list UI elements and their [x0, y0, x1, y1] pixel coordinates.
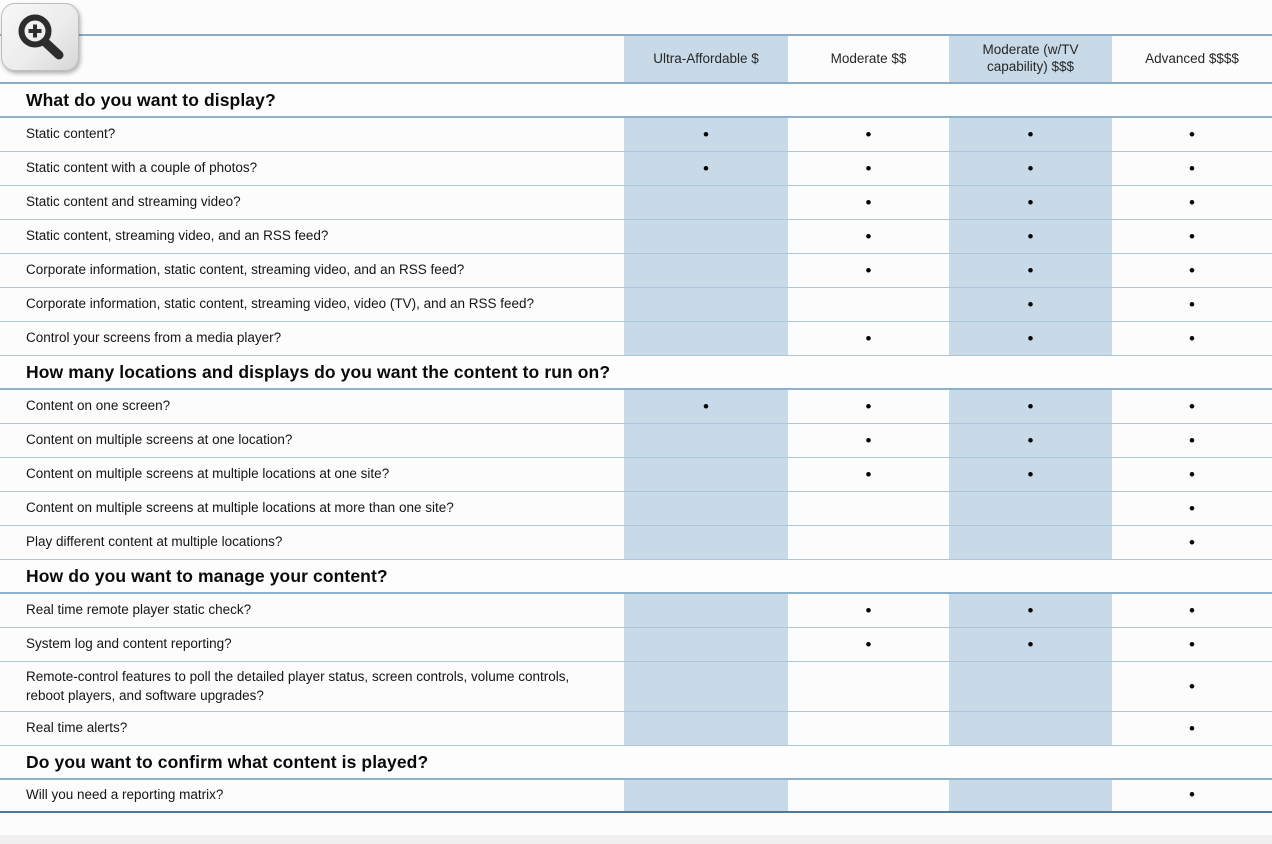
question-label: Static content? [26, 126, 116, 142]
mark-cell-ultra-affordable [624, 662, 788, 711]
section-header-manage [0, 560, 1272, 594]
column-header-advanced: Advanced $$$$ [1145, 50, 1239, 66]
table-row [0, 594, 1272, 628]
section-title: Do you want to confirm what content is played? [26, 751, 429, 772]
mark-cell-advanced: • [1189, 328, 1195, 348]
question-label: Content on one screen? [26, 398, 171, 414]
table-row [0, 780, 1272, 813]
mark-cell-moderate: • [865, 226, 872, 246]
question-label: Corporate information, static content, streaming video, video (TV), and an RSS feed? [26, 296, 535, 312]
mark-cell-moderate: • [865, 260, 872, 280]
mark-cell-ultra-affordable [624, 220, 788, 253]
section-title: What do you want to display? [26, 89, 276, 110]
mark-cell-ultra-affordable: • [624, 390, 788, 423]
table-row [0, 712, 1272, 746]
mark-cell-advanced: • [1189, 260, 1195, 280]
mark-cell-advanced: • [1189, 124, 1195, 144]
mark-cell-moderate [788, 526, 949, 559]
page-bottom-edge [0, 835, 1272, 844]
zoom-cursor-button[interactable] [1, 3, 79, 71]
mark-cell-advanced: • [1189, 718, 1195, 738]
section-title: How many locations and displays do you want the content to run on? [26, 361, 611, 382]
mark-cell-moderate-tv: • [949, 152, 1112, 185]
mark-cell-moderate [788, 712, 949, 745]
section-header-display [0, 84, 1272, 118]
table-row [0, 288, 1272, 322]
mark-cell-moderate: • [865, 464, 872, 484]
question-label: Content on multiple screens at multiple locations at more than one site? [26, 500, 454, 516]
question-label: Play different content at multiple locations? [26, 534, 283, 550]
mark-cell-moderate-tv: • [949, 288, 1112, 321]
table-row [0, 526, 1272, 560]
question-label: Control your screens from a media player? [26, 330, 282, 346]
mark-cell-moderate [788, 780, 949, 811]
question-label: Will you need a reporting matrix? [26, 786, 224, 802]
mark-cell-ultra-affordable [624, 712, 788, 745]
mark-cell-moderate [788, 662, 949, 711]
table-row [0, 186, 1272, 220]
mark-cell-ultra-affordable [624, 780, 788, 811]
question-label: Static content, streaming video, and an RSS feed? [26, 228, 329, 244]
table-row [0, 390, 1272, 424]
mark-cell-moderate-tv [949, 492, 1112, 525]
section-title: How do you want to manage your content? [26, 565, 388, 586]
mark-cell-moderate-tv [949, 526, 1112, 559]
mark-cell-ultra-affordable [624, 186, 788, 219]
mark-cell-moderate-tv: • [949, 628, 1112, 661]
mark-cell-moderate: • [865, 192, 872, 212]
mark-cell-ultra-affordable [624, 254, 788, 287]
question-label: Content on multiple screens at one location? [26, 432, 293, 448]
question-label: Static content and streaming video? [26, 194, 241, 210]
mark-cell-ultra-affordable [624, 594, 788, 627]
table-row [0, 662, 1272, 712]
mark-cell-moderate-tv: • [949, 118, 1112, 151]
question-label: Content on multiple screens at multiple locations at one site? [26, 466, 390, 482]
mark-cell-advanced: • [1189, 600, 1195, 620]
section-header-locations [0, 356, 1272, 390]
mark-cell-moderate-tv: • [949, 390, 1112, 423]
column-header-moderate: Moderate $$ [830, 50, 907, 66]
mark-cell-advanced: • [1189, 532, 1195, 552]
mark-cell-moderate: • [865, 328, 872, 348]
mark-cell-moderate: • [865, 124, 872, 144]
mark-cell-advanced: • [1189, 634, 1195, 654]
zoom-in-magnifier-icon [11, 11, 69, 63]
mark-cell-moderate-tv: • [949, 220, 1112, 253]
question-label: Real time alerts? [26, 720, 128, 736]
mark-cell-moderate [788, 492, 949, 525]
mark-cell-ultra-affordable [624, 492, 788, 525]
question-label: Remote-control features to poll the detailed player status, screen controls, volume controls, reboot players, and software upgrades? [26, 668, 570, 703]
table-row [0, 492, 1272, 526]
mark-cell-moderate-tv: • [949, 186, 1112, 219]
question-label: Corporate information, static content, streaming video, and an RSS feed? [26, 262, 465, 278]
header-spacer [0, 36, 624, 82]
table-header-row [0, 34, 1272, 84]
mark-cell-advanced: • [1189, 464, 1195, 484]
comparison-table [0, 34, 1272, 813]
mark-cell-moderate: • [865, 396, 872, 416]
question-label: System log and content reporting? [26, 636, 232, 652]
mark-cell-moderate-tv [949, 712, 1112, 745]
mark-cell-moderate: • [865, 600, 872, 620]
mark-cell-moderate-tv: • [949, 254, 1112, 287]
mark-cell-advanced: • [1189, 676, 1195, 696]
mark-cell-moderate: • [865, 634, 872, 654]
mark-cell-moderate-tv: • [949, 594, 1112, 627]
mark-cell-advanced: • [1189, 498, 1195, 518]
mark-cell-ultra-affordable [624, 424, 788, 457]
mark-cell-advanced: • [1189, 158, 1195, 178]
mark-cell-moderate-tv [949, 780, 1112, 811]
mark-cell-ultra-affordable: • [624, 118, 788, 151]
mark-cell-moderate-tv: • [949, 322, 1112, 355]
mark-cell-ultra-affordable [624, 288, 788, 321]
column-header-ultra-affordable: Ultra-Affordable $ [624, 36, 788, 82]
question-label: Static content with a couple of photos? [26, 160, 258, 176]
table-row [0, 118, 1272, 152]
mark-cell-advanced: • [1189, 294, 1195, 314]
mark-cell-advanced: • [1189, 430, 1195, 450]
table-row [0, 424, 1272, 458]
mark-cell-ultra-affordable [624, 628, 788, 661]
mark-cell-moderate-tv [949, 662, 1112, 711]
mark-cell-moderate [788, 288, 949, 321]
mark-cell-advanced: • [1189, 192, 1195, 212]
table-row [0, 458, 1272, 492]
mark-cell-moderate-tv: • [949, 424, 1112, 457]
question-label: Real time remote player static check? [26, 602, 252, 618]
column-header-moderate-tv: Moderate (w/TV capability) $$$ [949, 36, 1112, 82]
mark-cell-advanced: • [1189, 396, 1195, 416]
mark-cell-moderate-tv: • [949, 458, 1112, 491]
mark-cell-ultra-affordable [624, 458, 788, 491]
mark-cell-moderate: • [865, 158, 872, 178]
mark-cell-ultra-affordable [624, 526, 788, 559]
table-row [0, 152, 1272, 186]
mark-cell-advanced: • [1189, 226, 1195, 246]
mark-cell-ultra-affordable: • [624, 152, 788, 185]
section-header-confirm [0, 746, 1272, 780]
table-row [0, 322, 1272, 356]
mark-cell-moderate: • [865, 430, 872, 450]
table-row [0, 220, 1272, 254]
mark-cell-advanced: • [1189, 785, 1195, 805]
mark-cell-ultra-affordable [624, 322, 788, 355]
table-row [0, 628, 1272, 662]
table-row [0, 254, 1272, 288]
